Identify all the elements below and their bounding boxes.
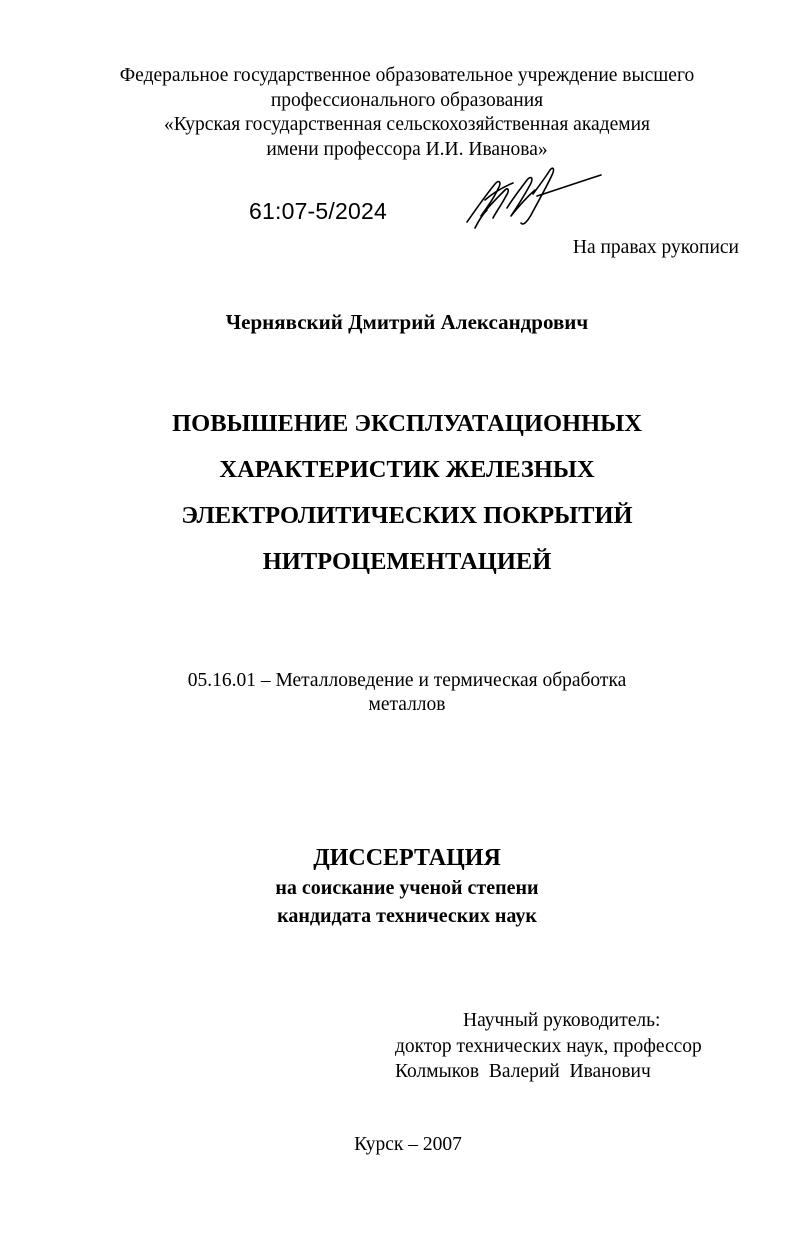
author-name: Чернявский Дмитрий Александрович — [225, 310, 589, 334]
supervisor-degree: доктор технических наук, профессор — [395, 1035, 702, 1057]
manuscript-note: На правах рукописи — [572, 237, 739, 258]
institution-line-2: профессионального образования — [270, 89, 544, 111]
title-line-3: ЭЛЕКТРОЛИТИЧЕСКИХ ПОКРЫТИЙ — [181, 502, 633, 529]
institution-line-4: имени профессора И.И. Иванова» — [266, 138, 548, 160]
title-line-2: ХАРАКТЕРИСТИК ЖЕЛЕЗНЫХ — [219, 456, 595, 483]
handwritten-signature — [455, 160, 610, 235]
specialty-code — [10, 669, 794, 717]
institution-line-1: Федеральное государственное образовательное учреждение высшего — [119, 65, 695, 86]
supervisor-name: Колмыков Валерий Иванович — [395, 1061, 651, 1082]
degree-line-2: кандидата технических наук — [277, 905, 537, 927]
institution-line-3: «Курская государственная сельскохозяйственная академия — [164, 114, 650, 135]
institution-header — [10, 64, 794, 162]
degree-line-1: на соискание ученой степени — [275, 877, 539, 899]
supervisor-label: Научный руководитель: — [463, 1010, 661, 1031]
dissertation-title — [10, 401, 794, 585]
title-line-4: НИТРОЦЕМЕНТАЦИЕЙ — [262, 548, 552, 575]
library-code: 61:07-5/2024 — [249, 198, 387, 224]
title-line-1: ПОВЫШЕНИЕ ЭКСПЛУАТАЦИОННЫХ — [172, 410, 642, 437]
place-and-year: Курск – 2007 — [354, 1134, 462, 1155]
supervisor-block — [395, 1008, 702, 1085]
specialty-line-2: металлов — [368, 694, 446, 715]
dissertation-heading: ДИССЕРТАЦИЯ — [313, 845, 501, 871]
degree-statement — [10, 874, 794, 930]
specialty-line-1: 05.16.01 – Металловедение и термическая обработка — [187, 670, 627, 691]
